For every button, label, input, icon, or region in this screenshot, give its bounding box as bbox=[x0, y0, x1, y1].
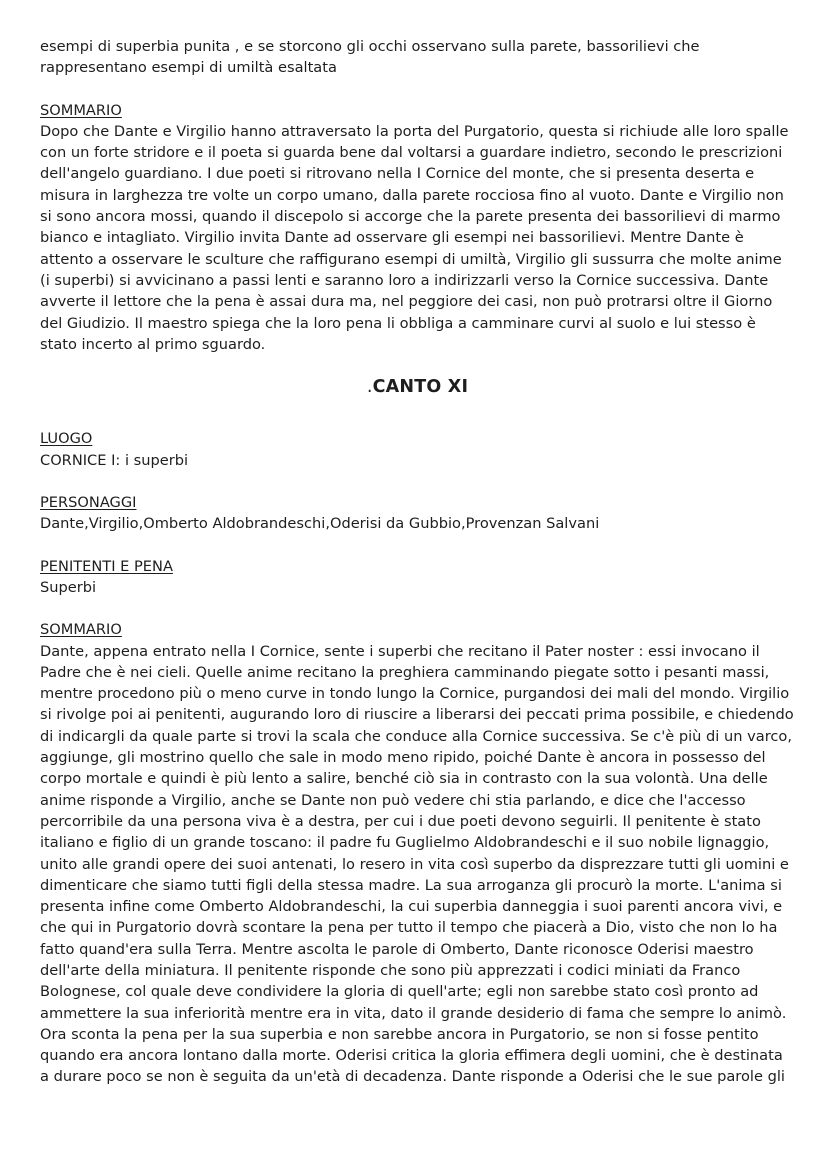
penitenti-section bbox=[40, 556, 795, 599]
canto-title-prefix: . bbox=[366, 377, 373, 398]
penitenti-label: PENITENTI E PENA bbox=[40, 557, 173, 575]
canto-x-summary-section bbox=[40, 100, 795, 356]
canto-xi-summary-label: SOMMARIO bbox=[40, 621, 122, 639]
penitenti-value: Superbi bbox=[40, 578, 97, 596]
personaggi-section bbox=[40, 492, 795, 535]
document-page bbox=[40, 36, 795, 1088]
personaggi-label: PERSONAGGI bbox=[40, 494, 137, 512]
personaggi-value: Dante,Virgilio,Omberto Aldobrandeschi,Oderisi da Gubbio,Provenzan Salvani bbox=[40, 515, 600, 533]
canto-xi-summary-text: Dante, appena entrato nella I Cornice, sente i superbi che recitano il Pater noster : essi invocano il Padre che è nei cieli. Quelle anime recitano la preghiera camminando piegate sotto i pesanti massi, mentre procedono più o meno curve in tondo lungo la Cornice, purgandosi dei mali del mondo. Virgilio si rivolge poi ai penitenti, augurando loro di riuscire a liberarsi dei peccati prima possibile, e chiedendo di indicargli da quale parte si trovi la scala che conduce alla Cornice successiva. Se c'è più di un varco, aggiunge, gli mostrino quello che sale in modo meno ripido, poiché Dante è ancora in possesso del corpo mortale e quindi è più lento a salire, benché ciò sia in contrasto con la sua volontà. Una delle anime risponde a Virgilio, anche se Dante non può vedere chi stia parlando, e dice che l'accesso percorribile da una persona viva è a destra, per cui i due poeti devono seguirli. Il penitente è stato italiano e figlio di un grande toscano: il padre fu Guglielmo Aldobrandeschi e il suo nobile lignaggio, unito alle grandi opere dei suoi antenati, lo resero in vita così superbo da disprezzare tutti gli uomini e dimenticare che siamo tutti figli della stessa madre. La sua arroganza gli procurò la morte. L'anima si presenta infine come Omberto Aldobrandeschi, la cui superbia danneggia i suoi parenti ancora vivi, e che qui in Purgatorio dovrà scontare la pena per tutto il tempo che piacerà a Dio, visto che non lo ha fatto quand'era sulla Terra. Mentre ascolta le parole di Omberto, Dante riconosce Oderisi maestro dell'arte della miniatura. Il penitente risponde che sono più apprezzati i codici miniati da Franco Bolognese, col quale deve condividere la gloria di quell'arte; egli non sarebbe stato così pronto ad ammettere la sua inferiorità mentre era in vita, dato il grande desiderio di fama che sempre lo animò. Ora sconta la pena per la sua superbia e non sarebbe ancora in Purgatorio, se non si fosse pentito quando era ancora lontano dalla morte. Oderisi critica la gloria effimera degli uomini, che è destinata a durare poco se non è seguita da un'età di decadenza. Dante risponde a Oderisi che le sue parole gli bbox=[40, 642, 794, 1086]
intro-paragraph: esempi di superbia punita , e se storcono gli occhi osservano sulla parete, bassorilievi che rappresentano esempi di umiltà esaltata bbox=[40, 38, 700, 77]
canto-xi-summary-section bbox=[40, 619, 795, 1088]
luogo-label: LUOGO bbox=[40, 430, 93, 448]
spacer bbox=[40, 79, 795, 100]
luogo-value: CORNICE I: i superbi bbox=[40, 451, 189, 469]
canto-x-summary-label: SOMMARIO bbox=[40, 101, 122, 119]
canto-x-summary-text: Dopo che Dante e Virgilio hanno attraversato la porta del Purgatorio, questa si richiude alle loro spalle con un forte stridore e il poeta si guarda bene dal voltarsi a guardare indietro, secondo le prescrizioni dell'angelo guardiano. I due poeti si ritrovano nella I Cornice del monte, che si presenta deserta e misura in larghezza tre volte un corpo umano, dalla parete rocciosa fino al vuoto. Dante e Virgilio non si sono ancora mossi, quando il discepolo si accorge che la parete presenta dei bassorilievi di marmo bianco e intagliato. Virgilio invita Dante ad osservare gli esempi nei bassorilievi. Mentre Dante è attento a osservare le sculture che raffigurano esempi di umiltà, Virgilio gli sussurra che molte anime (i superbi) si avvicinano a passi lenti e saranno loro a indirizzarli verso la Cornice successiva. Dante avverte il lettore che la pena è assai dura ma, nel peggiore dei casi, non può protrarsi oltre il Giorno del Giudizio. Il maestro spiega che la loro pena li obbliga a camminare curvi al suolo e lui stesso è stato incerto al primo sguardo. bbox=[40, 122, 789, 353]
luogo-section bbox=[40, 428, 795, 471]
canto-title-text: CANTO XI bbox=[372, 377, 469, 398]
canto-xi-title bbox=[40, 377, 795, 398]
